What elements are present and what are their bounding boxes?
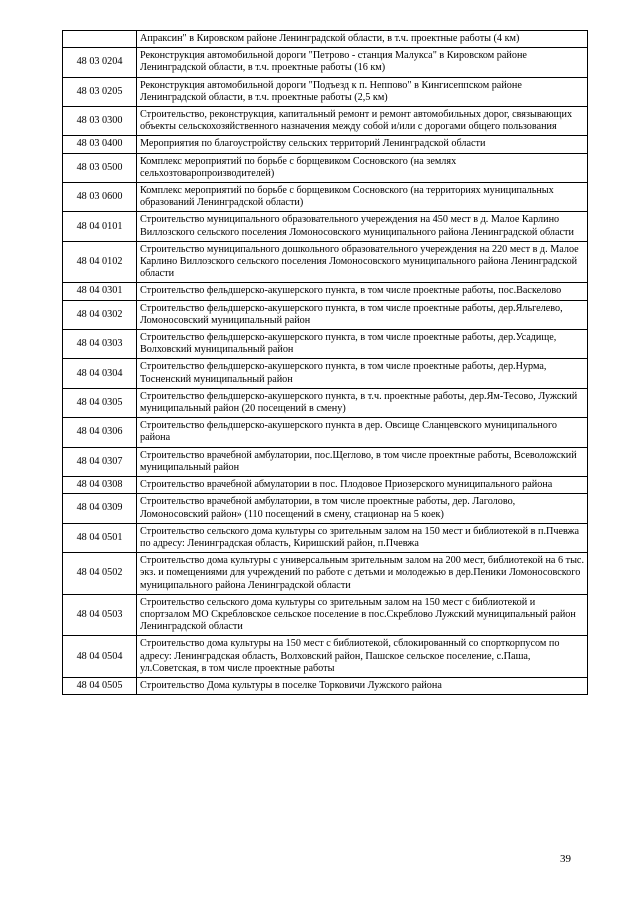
row-description: Строительство сельского дома культуры со зрительным залом на 150 мест и библиотекой в п.Пчевжа по адресу: Ленинградская область, Киришский район, п.Пчевжа [137,523,588,552]
row-description: Реконструкция автомобильной дороги "Петрово - станция Малукса" в Кировском районе Ленинградской области, в т.ч. проектные работы (16 км) [137,48,588,77]
row-code: 48 04 0305 [63,388,137,417]
table-row [63,136,588,153]
table-body [63,31,588,695]
codes-table [62,30,588,695]
row-code: 48 04 0102 [63,241,137,283]
row-code: 48 04 0501 [63,523,137,552]
row-description: Строительство, реконструкция, капитальный ремонт и ремонт автомобильных дорог, связывающих объекты сельскохозяйственного назначения между собой и/или с дорогами общего пользования [137,107,588,136]
row-code: 48 04 0101 [63,212,137,241]
row-code: 48 04 0304 [63,359,137,388]
row-code: 48 03 0204 [63,48,137,77]
row-description: Строительство сельского дома культуры со зрительным залом на 150 мест с библиотекой и спортзалом МО Скребловское сельское поселение в пос.Скреблово Лужский муниципальный район Ленинградской области [137,594,588,636]
row-code: 48 04 0307 [63,447,137,476]
row-code: 48 04 0309 [63,494,137,523]
table-row [63,212,588,241]
row-code: 48 03 0205 [63,77,137,106]
row-description: Строительство врачебной абмулатории в пос. Плодовое Приозерского муниципального района [137,477,588,494]
row-description: Мероприятия по благоустройству сельских территорий Ленинградской области [137,136,588,153]
row-code: 48 03 0300 [63,107,137,136]
page-number: 39 [560,853,571,865]
row-code: 48 03 0500 [63,153,137,182]
row-description: Строительство муниципального дошкольного образовательного учереждения на 220 мест в д. Малое Карлино Виллозского сельского поселения Ломоносовского муниципального района Ленинградской области [137,241,588,283]
row-description: Строительство фельдшерско-акушерского пункта, в том числе проектные работы, дер.Усадище, Волховский муниципальный район [137,330,588,359]
table-row [63,477,588,494]
row-code: 48 04 0301 [63,283,137,300]
row-description: Строительство врачебной амбулатории, в том числе проектные работы, дер. Лаголово, Ломоносовский район» (110 посещений в смену, стационар на 5 коек) [137,494,588,523]
table-row [63,677,588,694]
table-row [63,241,588,283]
row-description: Строительство врачебной амбулатории, пос.Щеглово, в том числе проектные работы, Всеволожский муниципальный район [137,447,588,476]
table-row [63,523,588,552]
row-code: 48 04 0308 [63,477,137,494]
row-description: Строительство фельдшерско-акушерского пункта, в том числе проектные работы, пос.Васкелово [137,283,588,300]
table-row [63,636,588,678]
row-description: Строительство дома культуры на 150 мест с библиотекой, сблокированный со спорткорпусом по адресу: Ленинградская область, Волховский район, Пашское сельское поселение, с.Паша, ул.Советская, в том числе проектные работы [137,636,588,678]
row-code: 48 04 0503 [63,594,137,636]
table-row [63,31,588,48]
row-description: Апраксин" в Кировском районе Ленинградской области, в т.ч. проектные работы (4 км) [137,31,588,48]
table-row [63,388,588,417]
row-code [63,31,137,48]
row-code: 48 04 0502 [63,553,137,595]
row-description: Строительство муниципального образовательного учереждения на 450 мест в д. Малое Карлино Виллозского сельского поселения Ломоносовского муниципального района Ленинградской области [137,212,588,241]
row-code: 48 03 0400 [63,136,137,153]
table-row [63,183,588,212]
table-row [63,300,588,329]
table-row [63,283,588,300]
row-description: Строительство фельдшерско-акушерского пункта, в том числе проектные работы, дер.Нурма, Тосненский муниципальный район [137,359,588,388]
table-row [63,48,588,77]
table-row [63,447,588,476]
row-code: 48 04 0303 [63,330,137,359]
table-row [63,77,588,106]
table-row [63,494,588,523]
table-row [63,418,588,447]
row-code: 48 04 0302 [63,300,137,329]
row-description: Строительство Дома культуры в поселке Торковичи Лужского района [137,677,588,694]
row-description: Комплекс мероприятий по борьбе с борщевиком Сосновского (на землях сельхозтоваропроизводителей) [137,153,588,182]
row-code: 48 04 0504 [63,636,137,678]
row-description: Реконструкция автомобильной дороги "Подъезд к п. Неппово" в Кингисеппском районе Ленинградской области, в т.ч. проектные работы (2,5 км) [137,77,588,106]
row-code: 48 04 0505 [63,677,137,694]
row-description: Строительство фельдшерско-акушерского пункта, в том числе проектные работы, дер.Яльгелево, Ломоносовский муниципальный район [137,300,588,329]
row-description: Строительство фельдшерско-акушерского пункта, в т.ч. проектные работы, дер.Ям-Тесово, Лужский муниципальный район (20 посещений в смену) [137,388,588,417]
table-row [63,594,588,636]
row-description: Строительство фельдшерско-акушерского пункта в дер. Овсище Сланцевского муниципального района [137,418,588,447]
table-row [63,553,588,595]
table-row [63,330,588,359]
row-description: Комплекс мероприятий по борьбе с борщевиком Сосновского (на территориях муниципальных образований Ленинградской области) [137,183,588,212]
table-row [63,153,588,182]
row-code: 48 03 0600 [63,183,137,212]
row-description: Строительство дома культуры с универсальным зрительным залом на 200 мест, библиотекой на 6 тыс. экз. и помещениями для учреждений по работе с детьми и молодежью в дер.Пеники Ломоносовского муниципального района Ленинградской области [137,553,588,595]
row-code: 48 04 0306 [63,418,137,447]
table-row [63,107,588,136]
table-row [63,359,588,388]
